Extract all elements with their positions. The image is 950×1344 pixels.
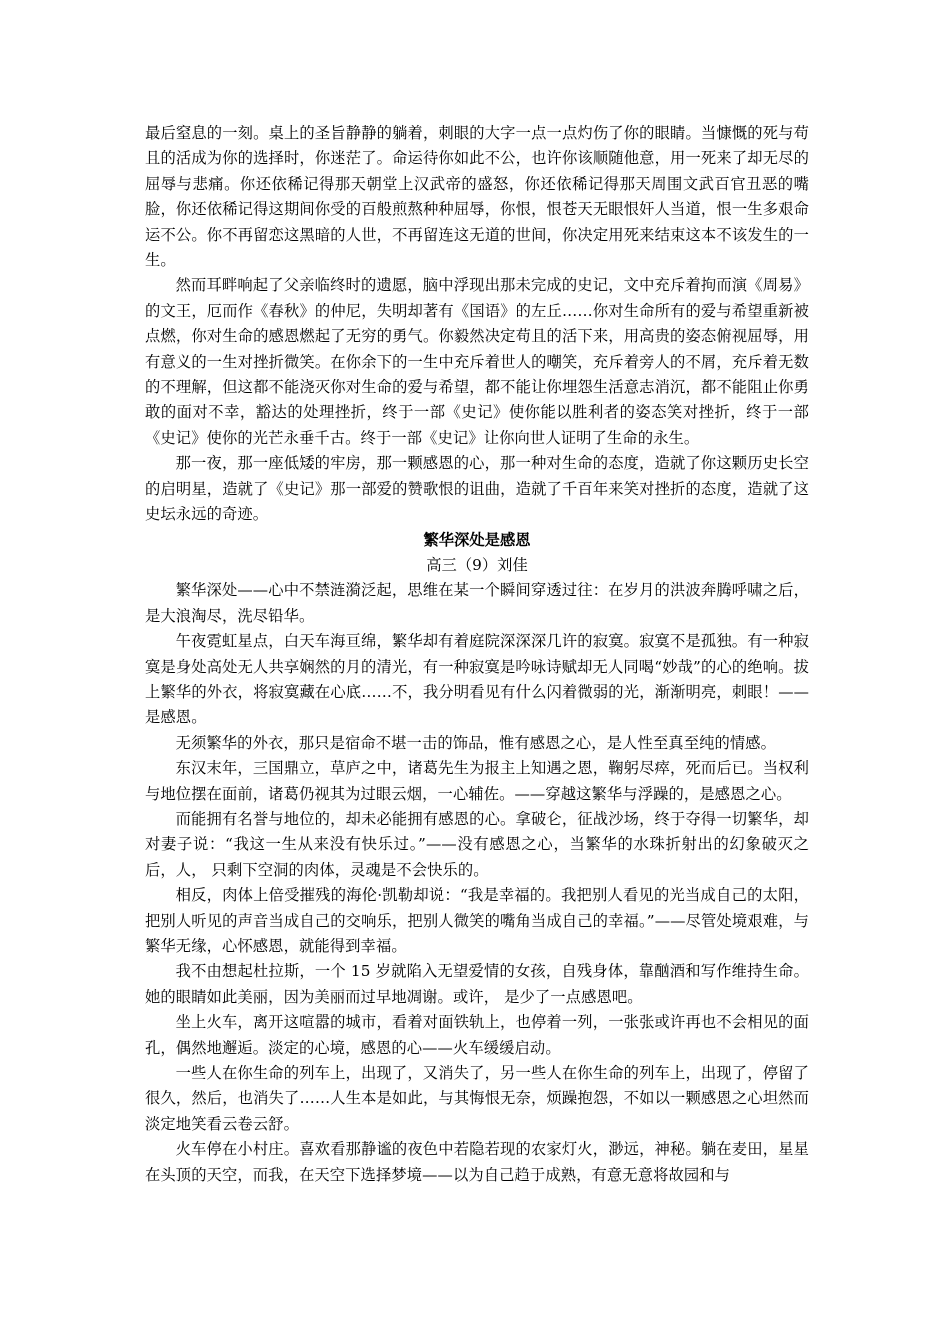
article-paragraph: 坐上火车，离开这喧嚣的城市，看着对面铁轨上，也停着一列，一张张或许再也不会相见的面孔，偶然地邂逅。淡定的心境，感恩的心——火车缓缓启动。 [145,1013,809,1057]
article-paragraph: 相反，肉体上倍受摧残的海伦·凯勒却说：“我是幸福的。我把别人看见的光当成自己的太阳，把别人听见的声音当成自己的交响乐，把别人微笑的嘴角当成自己的幸福。”——尽管处境艰难，与繁华无缘，心怀感恩，就能得到幸福。 [145,886,809,955]
document-page [145,121,809,1188]
continued-paragraph: 然而耳畔响起了父亲临终时的遗愿，脑中浮现出那未完成的史记，文中充斥着拘而演《周易》的文王，厄而作《春秋》的仲尼，失明却著有《国语》的左丘……你对生命所有的爱与希望重新被点燃，你对生命的感恩燃起了无穷的勇气。你毅然决定苟且的活下来，用高贵的姿态俯视屈辱，用有意义的一生对挫折微笑。在你余下的一生中充斥着世人的嘲笑，充斥着旁人的不屑，充斥着无数的不理解，但这都不能浇灭你对生命的爱与希望，都不能让你埋怨生活意志消沉，都不能阻止你勇敢的面对不幸，豁达的处理挫折，终于一部《史记》使你能以胜利者的姿态笑对挫折，终于一部《史记》使你的光芒永垂千古。终于一部《史记》让你向世人证明了生命的永生。 [145,276,809,447]
article-paragraph: 我不由想起杜拉斯，一个 15 岁就陷入无望爱情的女孩，自残身体，靠酗酒和写作维持生命。她的眼睛如此美丽，因为美丽而过早地凋谢。或许， 是少了一点感恩吧。 [145,962,809,1006]
article-paragraph: 东汉末年，三国鼎立，草庐之中，诸葛先生为报主上知遇之恩，鞠躬尽瘁，死而后已。当权利与地位摆在面前，诸葛仍视其为过眼云烟，一心辅佐。——穿越这繁华与浮躁的，是感恩之心。 [145,759,809,803]
continued-paragraph: 最后窒息的一刻。桌上的圣旨静静的躺着，刺眼的大字一点一点灼伤了你的眼睛。当慷慨的死与苟且的活成为你的选择时，你迷茫了。命运待你如此不公，也许你该顺随他意，用一死来了却无尽的屈辱与悲痛。你还依稀记得那天朝堂上汉武帝的盛怒，你还依稀记得那天周围文武百官丑恶的嘴脸，你还依稀记得这期间你受的百般煎熬种种屈辱，你恨，恨苍天无眼恨奸人当道，恨一生多艰命运不公。你不再留恋这黑暗的人世，不再留连这无道的世间，你决定用死来结束这本不该发生的一生。 [145,124,809,270]
article-paragraph: 午夜霓虹星点，白天车海亘绵，繁华却有着庭院深深深几许的寂寞。寂寞不是孤独。有一种寂寞是身处高处无人共享娴然的月的清光，有一种寂寞是吟咏诗赋却无人同喝“妙哉”的心的绝响。拔上繁华的外衣，将寂寞藏在心底……不，我分明看见有什么闪着微弱的光，渐渐明亮，刺眼！——是感恩。 [145,632,809,727]
article-paragraph: 无须繁华的外衣，那只是宿命不堪一击的饰品，惟有感恩之心，是人性至真至纯的情感。 [175,733,777,752]
article-paragraph: 一些人在你生命的列车上，出现了，又消失了，另一些人在你生命的列车上，出现了，停留了很久，然后，也消失了……人生本是如此，与其悔恨无奈，烦躁抱怨，不如以一颗感恩之心坦然而淡定地笑看云卷云舒。 [145,1064,809,1133]
article-paragraph: 火车停在小村庄。喜欢看那静谧的夜色中若隐若现的农家灯火，渺远，神秘。躺在麦田，星星在头顶的天空，而我，在天空下选择梦境——以为自己趋于成熟，有意无意将故园和与 [145,1140,809,1184]
article-paragraph: 繁华深处——心中不禁涟漪泛起，思维在某一个瞬间穿透过往：在岁月的洪波奔腾呼啸之后， 是大浪淘尽，洗尽铅华。 [145,581,809,625]
continued-paragraph: 那一夜，那一座低矮的牢房，那一颗感恩的心，那一种对生命的态度，造就了你这颗历史长空的启明星，造就了《史记》那一部爱的赞歌恨的诅曲，造就了千百年来笑对挫折的态度，造就了这史坛永远的奇迹。 [145,454,809,524]
article-paragraph: 而能拥有名誉与地位的，却未必能拥有感恩的心。拿破仑，征战沙场，终于夺得一切繁华，却对妻子说：“我这一生从来没有快乐过。”——没有感恩之心，当繁华的水珠折射出的幻象破灭之后，人， 只剩下空洞的肉体，灵魂是不会快乐的。 [145,809,809,879]
article-title: 繁华深处是感恩 [423,530,531,549]
article-byline: 高三（9）刘佳 [426,555,528,574]
